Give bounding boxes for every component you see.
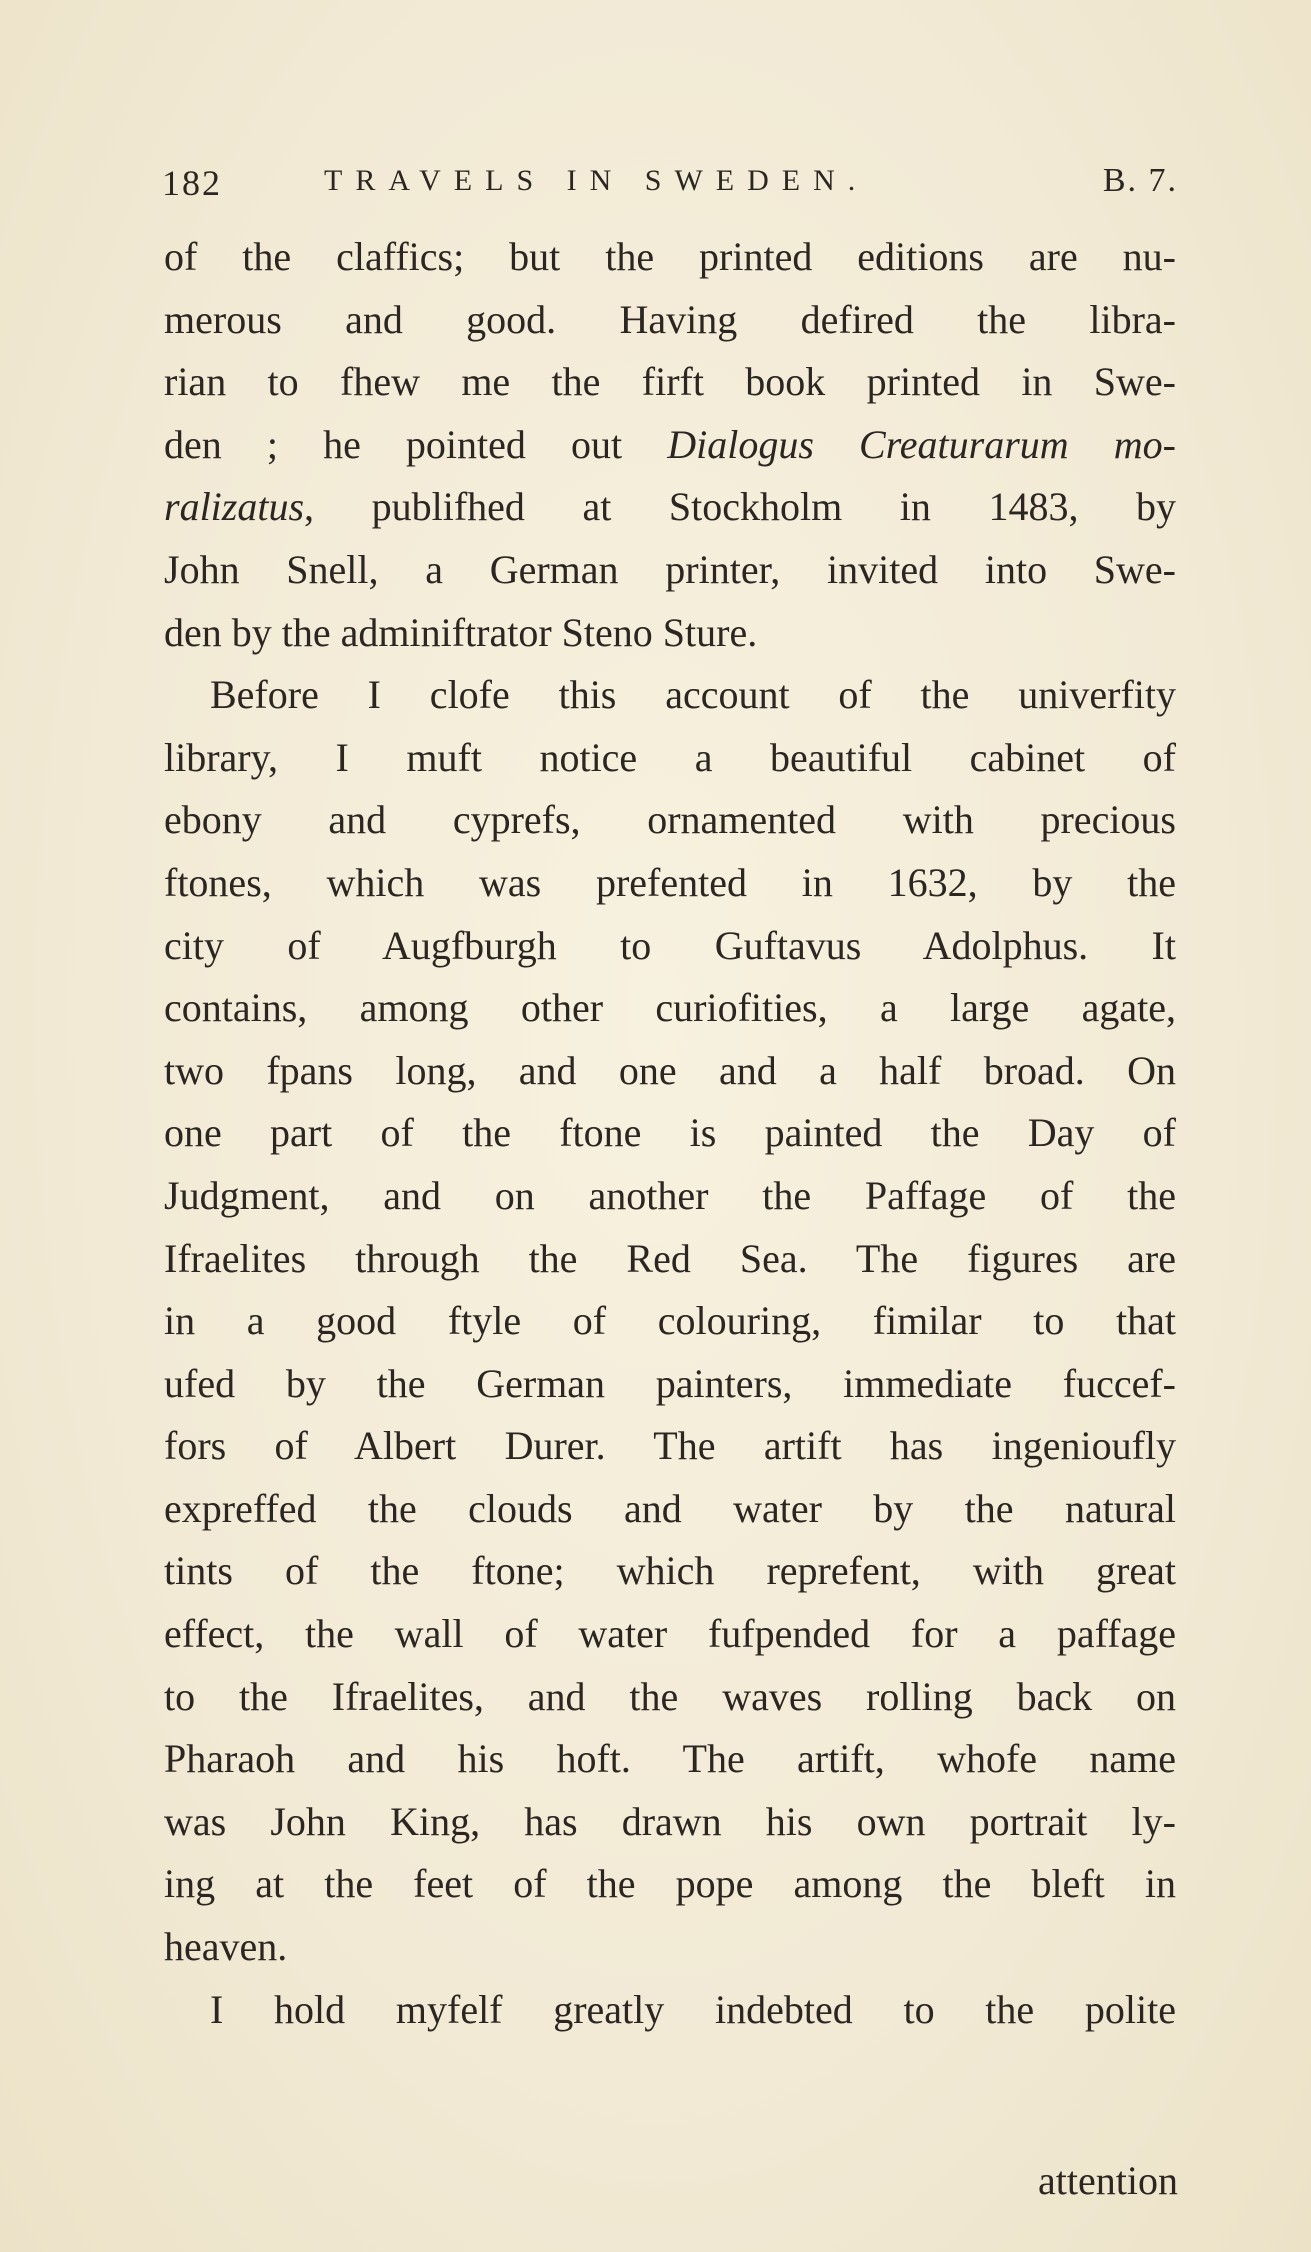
text-line: John Snell, a German printer, invited into Swe- [164, 546, 1176, 592]
text-line-with-title [164, 414, 1176, 477]
text-line: ing at the feet of the pope among the bleft in [164, 1861, 1176, 1907]
paragraph-start-line: Before I clofe this account of the univerfity [210, 672, 1176, 718]
text-line: Ifraelites through the Red Sea. The figures are [164, 1235, 1176, 1281]
page-header [162, 152, 1178, 212]
text-line-rest: , publifhed at Stockholm in 1483, by [304, 484, 1176, 530]
text-line: in a good ftyle of colouring, fimilar to that [164, 1298, 1176, 1344]
text-line: ebony and cyprefs, ornamented with precious [164, 797, 1176, 843]
text-line: heaven. [164, 1924, 288, 1970]
text-line: Judgment, and on another the Paffage of the [164, 1172, 1176, 1218]
body-text [164, 226, 1176, 2041]
catchword: attention [1038, 2158, 1178, 2203]
text-line [164, 476, 1176, 539]
text-line-start: den ; he pointed out [164, 421, 668, 467]
text-line: contains, among other curiofities, a large agate, [164, 985, 1176, 1031]
book-title-italic: Dialogus Creaturarum mo- [667, 421, 1176, 467]
text-line: was John King, has drawn his own portrait ly- [164, 1798, 1176, 1844]
text-line: of the claffics; but the printed editions are nu- [164, 234, 1176, 279]
text-line: ufed by the German painters, immediate fuccef- [164, 1360, 1176, 1406]
paragraph-start-line: I hold myfelf greatly indebted to the polite [210, 1986, 1176, 2032]
text-line: to the Ifraelites, and the waves rolling back on [164, 1673, 1176, 1719]
book-title-italic-continuation: ralizatus [164, 484, 305, 530]
text-line: tints of the ftone; which reprefent, with great [164, 1548, 1176, 1594]
text-line: rian to fhew me the firft book printed in Swe- [164, 359, 1176, 405]
text-line: library, I muft notice a beautiful cabinet of [164, 734, 1176, 780]
text-line: two fpans long, and one and a half broad. On [164, 1047, 1176, 1093]
text-line: fors of Albert Durer. The artift has ingenioufly [164, 1423, 1176, 1469]
page-number: 182 [162, 163, 222, 203]
text-line-content [164, 484, 1176, 529]
text-line: den by the adminiftrator Steno Sture. [164, 609, 758, 655]
text-line: expreffed the clouds and water by the natural [164, 1485, 1176, 1531]
text-line: effect, the wall of water fufpended for a paffage [164, 1611, 1176, 1657]
text-line: merous and good. Having defired the libra- [164, 296, 1176, 342]
running-title: TRAVELS IN SWEDEN. [324, 164, 869, 197]
text-line: one part of the ftone is painted the Day of [164, 1110, 1176, 1156]
section-mark: B. 7. [1102, 162, 1178, 199]
text-line: ftones, which was prefented in 1632, by the [164, 859, 1176, 905]
text-line: city of Augfburgh to Guftavus Adolphus. It [164, 922, 1176, 968]
text-line: Pharaoh and his hoft. The artift, whofe name [164, 1736, 1176, 1782]
